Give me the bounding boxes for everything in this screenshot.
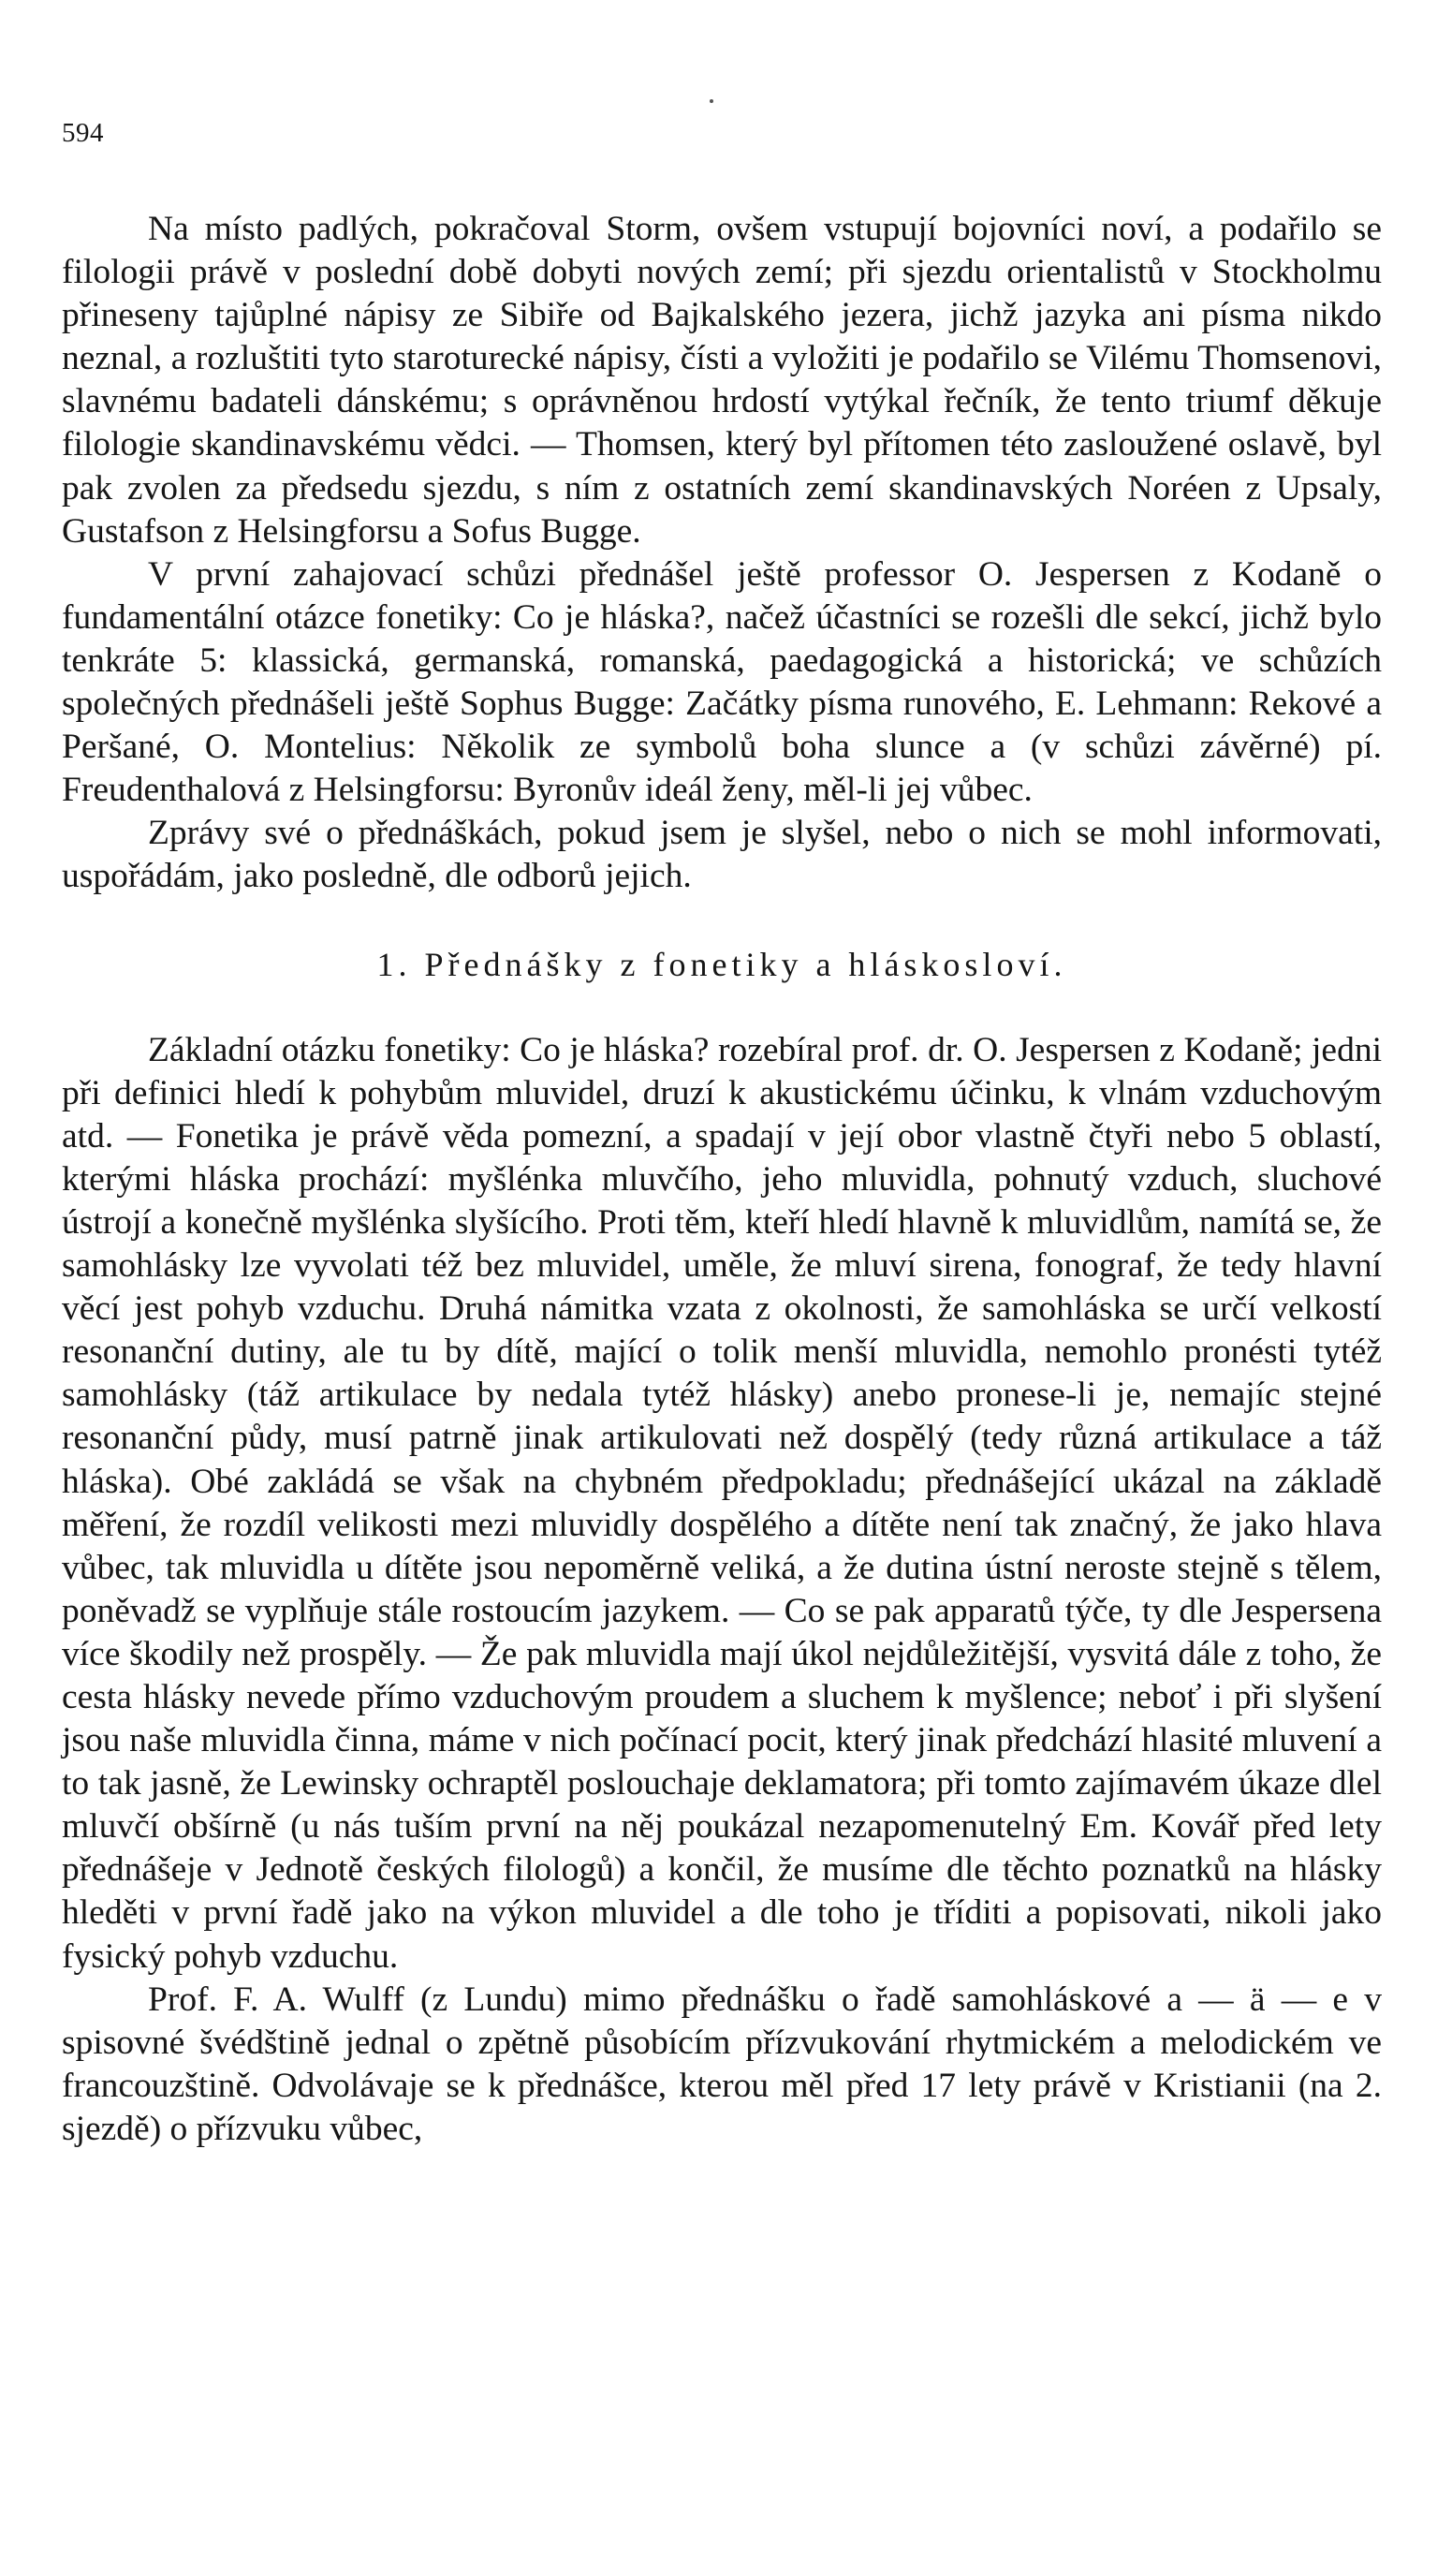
text-column	[62, 208, 1382, 2151]
paragraph-wulff: Prof. F. A. Wulff (z Lundu) mimo přednášku o řadě samohláskové a — ä — e v spisovné švédštině jednal o zpětně působícím přízvukování rhytmickém a melodickém ve francouzštině. Odvolávaje se k přednášce, kterou měl před 17 lety právě v Kristianii (na 2. sjezdě) o přízvuku vůbec,	[62, 1980, 1382, 2148]
paragraph-jespersen: Základní otázku fonetiky: Co je hláska? rozebíral prof. dr. O. Jespersen z Kodaně; jedni při definici hledí k pohybům mluvidel, druzí k akustickému účinku, k vlnám vzduchovým atd. — Fonetika je právě věda pomezní, a spadají v její obor vlastně čtyři nebo 5 oblastí, kterými hláska prochází: myšlénka mluvčího, jeho mluvidla, pohnutý vzduch, sluchové ústrojí a konečně myšlénka slyšícího. Proti těm, kteří hledí hlavně k mluvidlům, namítá se, že samohlásky lze vyvolati též bez mluvidel, uměle, že mluví sirena, fonograf, že tedy hlavní věcí jest pohyb vzduchu. Druhá námitka vzata z okolnosti, že samohláska se určí velkostí resonanční dutiny, ale tu by dítě, mající o tolik menší mluvidla, nemohlo pronésti tytéž samohlásky (táž artikulace by nedala tytéž hlásky) anebo pronese-li je, nemajíc stejné resonanční půdy, musí patrně jinak artikulovati než dospělý (tedy různá artikulace a táž hláska). Obé zakládá se však na chybném předpokladu; přednášející ukázal na základě měření, že rozdíl velikosti mezi mluvidly dospělého a dítěte není tak značný, že jako hlava vůbec, tak mluvidla u dítěte jsou nepoměrně veliká, a že dutina ústní neroste stejně s tělem, poněvadž se vyplňuje stále rostoucím jazykem. — Co se pak apparatů týče, ty dle Jespersena více škodily než prospěly. — Že pak mluvidla mají úkol nejdůležitější, vysvitá dále z toho, že cesta hlásky nevede přímo vzduchovým proudem a sluchem k myšlence; neboť i při slyšení jsou naše mluvidla činna, máme v nich počínací pocit, který jinak předchází hlasité mluvení a to tak jasně, že Lewinsky ochraptěl poslouchaje deklamatora; při tomto zajímavém úkaze dlel mluvčí obšírně (u nás tuším první na něj poukázal nezapomenutelný Em. Kovář před lety přednášeje v Jednotě českých filologů) a končil, že musíme dle těchto poznatků na hlásky hleděti v první řadě jako na výkon mluvidel a dle toho je tříditi a popisovati, nikoli jako fysický pohyb vzduchu.	[62, 1030, 1382, 1976]
section-heading: 1. Přednášky z fonetiky a hláskosloví.	[376, 945, 1067, 983]
paragraph-opening-session: V první zahajovací schůzi přednášel ještě professor O. Jespersen z Kodaně o fundamentální otázce fonetiky: Co je hláska?, načež účastníci se rozešli dle sekcí, jichž bylo tenkráte 5: klassická, germanská, romanská, paedagogická a historická; ve schůzích společných přednášeli ještě Sophus Bugge: Začátky písma runového, E. Lehmann: Rekové a Peršané, O. Montelius: Několik ze symbolů boha slunce a (v schůzi závěrné) pí. Freudenthalová z Helsingforsu: Byronův ideál ženy, měl-li jej vůbec.	[62, 554, 1382, 810]
paragraph-storm: Na místo padlých, pokračoval Storm, ovšem vstupují bojovníci noví, a podařilo se filologii právě v poslední době dobyti nových zemí; při sjezdu orientalistů v Stockholmu přineseny tajůplné nápisy ze Sibiře od Bajkalského jezera, jichž jazyka ani písma nikdo neznal, a rozluštiti tyto staroturecké nápisy, čísti a vyložiti je podařilo se Vilému Thomsenovi, slavnému badateli dánskému; s oprávněnou hrdostí vytýkal řečník, že tento triumf děkuje filologie skandinavskému vědci. — Thomsen, který byl přítomen této zasloužené oslavě, byl pak zvolen za předsedu sjezdu, s ním z ostatních zemí skandinavských Noréen z Upsaly, Gustafson z Helsingforsu a Sofus Bugge.	[62, 210, 1382, 551]
paragraph-reports: Zprávy své o přednáškách, pokud jsem je slyšel, nebo o nich se mohl informovati, uspořádám, jako posledně, dle odborů jejich.	[62, 814, 1382, 896]
page-number: 594	[62, 118, 104, 148]
scan-speck	[710, 99, 713, 103]
